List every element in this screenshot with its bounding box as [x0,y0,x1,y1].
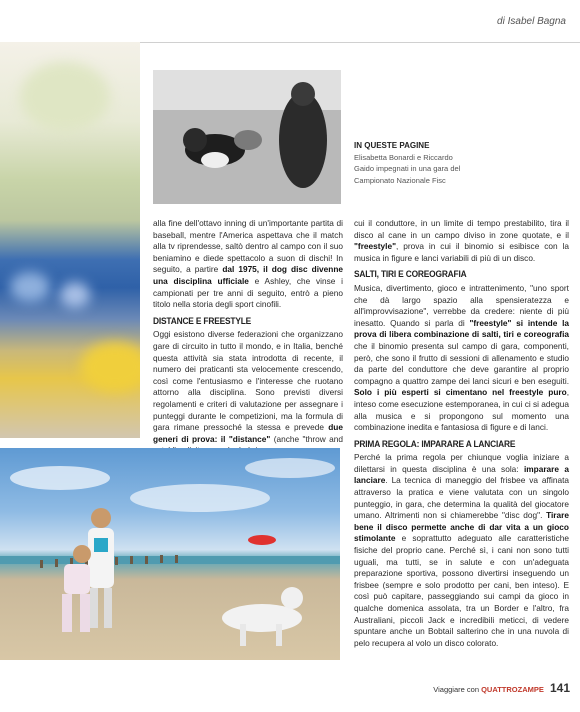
left-photo [0,42,140,438]
footer-brand: QUATTROZAMPE [481,685,544,694]
byline: di Isabel Bagna [497,16,566,27]
col1-paragraph-2: Oggi esistono diverse federazioni che organizzano gare di circuito in tutto il mondo, e in Italia, benché questa attività sia stata introdotta di recente, il numero dei praticanti sta velocemente crescendo, così come l'entusiasmo e l'interesse che ruotano attorno alla disciplina. Sono previsti diversi regolamenti e criteri di valutazione per assegnare i punteggi durante le competizioni, ma la formula di gara rimane pressoché la stessa e prevede due generi di prova: il "distance" (anche "throw and [153,329,343,444]
page-number: 141 [549,681,570,695]
photo-caption [354,140,474,186]
caption-heading: IN QUESTE PAGINE [354,141,430,150]
beach-photo [0,448,340,660]
dog-handler-illustration [153,70,341,204]
article-column-1 [153,218,343,457]
beach-scene-illustration [0,448,340,660]
section-title-distance: DISTANCE E FREESTYLE [153,315,252,327]
caption-text: Elisabetta Bonardi e Riccardo Gaido impegnati in una gara del Campionato Nazionale Fisc [354,152,461,185]
footer-prefix: Viaggiare con [433,685,479,694]
col2-paragraph-1: cui il conduttore, in un limite di tempo prestabilito, tira il disco al cane in un campo diviso in zone quotate, e il "freestyle", prova in cui il binomio si esibisce con la musica in figure e lanci variabili di più di un disco. [354,218,569,263]
col1-paragraph-1: alla fine dell'ottavo inning di un'importante partita di baseball, mentre l'America aspettava che il match alla tv riprendesse, saltò dentro al campo con il suo beniamino e diede spettacolo a suon di dischi! In seguito, a partire dal 1975, il dog disc divenne una disciplina ufficiale e Ashley, che vinse i campionati per tre anni di seguito, entrò a pieno titolo nella storia degli sport cinofili. [153,218,344,310]
article-column-2 [354,218,569,649]
section-title-prima-regola: PRIMA REGOLA: IMPARARE A LANCIARE [354,438,516,450]
col2-paragraph-3: Perché la prima regola per chiunque voglia iniziare a dilettarsi in questa disciplina è una sola: imparare a lanciare. La tecnica di maneggio del frisbee va affinata attraverso la pratica e viene valutata con un singolo punteggio, in gara, che determina la qualità del giocatore umano. Altrimenti non si chiamerebbe "disc dog". Tirare bene il disco permette anche di dar vita a un gioco stimolante e soprattutto adeguato alle caratteristiche fisiche del proprio cane. Perché sì, i cani non sono tutti uguali, ma tutti, se in salute e con un'adeguata preparazione sportiva, possono divertirsi inseguendo un frisbee (sempre e solo prodotto per cani, ben inteso). E così può capitare, passeggiando sui campi da gioco in qualche domenica assolata, tra un Border e l'altro, fra Australiani, piccoli Jack e incredibili meticci, di vedere spuntare anche un Bobtail salterino che in una nuvola di pelo recupera al volo un disco colorato. [354,452,569,648]
page-footer [433,681,570,695]
dog-photo-top [153,70,341,204]
col2-paragraph-2: Musica, divertimento, gioco e intrattenimento, "uno sport che dà largo spazio alla spensieratezza e all'improvvisazione", verrebbe da credere: niente di più inesatto. Quando si parla di "freestyle" si intende la prova di libera combinazione di salti, tiri e coreografia che il binomio presenta sul campo di gara, componenti, però, che sono il frutto di sessioni di allenamento e studio da parte del conduttore che deve garantire al proprio compagno a quattro zampe dei lanci sicuri e ben eseguiti. Solo i più esperti si cimentano nel freestyle puro, inteso come esecuzione estemporanea, in cui ci si adegua alla musica e si propongono sul momento una combinazione inedita e fantasiosa di figure e di lanci. [354,282,569,433]
section-title-salti: SALTI, TIRI E COREOGRAFIA [354,269,467,281]
